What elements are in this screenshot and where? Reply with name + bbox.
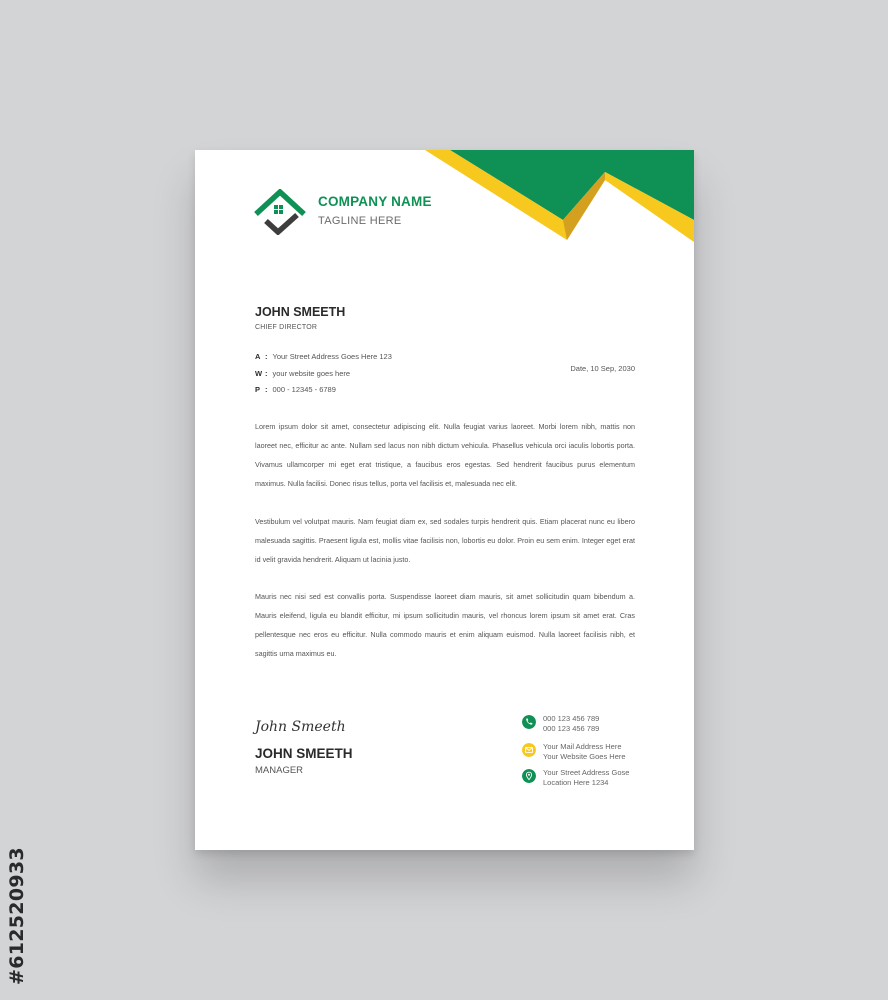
footer-location-line-1: Your Street Address Gose bbox=[543, 768, 630, 777]
handwritten-signature: John Smeeth bbox=[255, 719, 346, 735]
letterhead-page bbox=[195, 150, 694, 850]
contact-address-value: Your Street Address Goes Here 123 bbox=[272, 352, 392, 361]
contact-phone: P : 000 - 12345 - 6789 bbox=[255, 385, 336, 394]
recipient-title: CHIEF DIRECTOR bbox=[255, 324, 318, 331]
recipient-name: JOHN SMEETH bbox=[255, 305, 346, 319]
mail-icon bbox=[522, 743, 536, 757]
signer-name: JOHN SMEETH bbox=[255, 746, 353, 761]
contact-address: A : Your Street Address Goes Here 123 bbox=[255, 352, 392, 361]
body-paragraph-2: Vestibulum vel volutpat mauris. Nam feugiat diam ex, sed sodales turpis hendrerit quis. Etiam placerat nunc eu libero malesuada sagittis. Praesent ligula est, mollis vitae facilisis non, lobortis eu dolor. Proin eu sem enim. Integer eget erat id velit gravida hendrerit. Aliquam ut lacinia justo. bbox=[255, 517, 635, 564]
footer-location-text bbox=[543, 768, 673, 788]
body-paragraph-3: Mauris nec nisi sed est convallis porta. Suspendisse laoreet diam mauris, sit amet sollicitudin quam bibendum a. Mauris eleifend, ligula eu blandit efficitur, mi ipsum sollicitudin mauris, vel rhoncus lorem ipsum sit amet erat. Cras pellentesque nec eros eu efficitur. Nulla commodo mauris et enim aliquam euismod. Nulla laoreet facilisis nibh, et sagittis urna maximus eu. bbox=[255, 592, 635, 658]
contact-website-value: your website goes here bbox=[272, 369, 351, 378]
stock-id-label: #612520933 bbox=[6, 847, 28, 985]
contact-website-key: W bbox=[255, 369, 263, 378]
footer-mail-text bbox=[543, 742, 673, 762]
company-tagline: TAGLINE HERE bbox=[318, 215, 402, 227]
footer-mail-line-1: Your Mail Address Here bbox=[543, 742, 622, 751]
contact-website: W : your website goes here bbox=[255, 369, 351, 378]
footer-phone-line-1: 000 123 456 789 bbox=[543, 714, 600, 723]
contact-address-key: A bbox=[255, 352, 261, 361]
company-name: COMPANY NAME bbox=[318, 194, 432, 209]
location-pin-icon bbox=[522, 769, 536, 783]
footer-phone-text bbox=[543, 714, 673, 734]
house-logo-icon bbox=[253, 189, 309, 235]
contact-phone-key: P bbox=[255, 385, 261, 394]
contact-phone-value: 000 - 12345 - 6789 bbox=[272, 385, 336, 394]
footer-mail-line-2: Your Website Goes Here bbox=[543, 752, 626, 761]
footer-location-line-2: Location Here 1234 bbox=[543, 778, 609, 787]
letter-date: Date, 10 Sep, 2030 bbox=[570, 364, 635, 373]
signer-title: MANAGER bbox=[255, 765, 304, 776]
phone-icon bbox=[522, 715, 536, 729]
body-paragraph-1: Lorem ipsum dolor sit amet, consectetur adipiscing elit. Nulla feugiat varius laoreet. Morbi lorem nibh, mattis non laoreet nec, efficitur ac ante. Nullam sed lacus non nibh dictum vehicula. Phasellus vehicula orci iaculis lobortis porta. Vivamus ullamcorper mi eget erat tristique, a faucibus eros egestas. Sed hendrerit faucibus purus elementum maximus. Nulla facilisi. Donec risus tellus, porta vel facilisis et, malesuada nec elit. bbox=[255, 422, 635, 488]
footer-phone-line-2: 000 123 456 789 bbox=[543, 724, 600, 733]
